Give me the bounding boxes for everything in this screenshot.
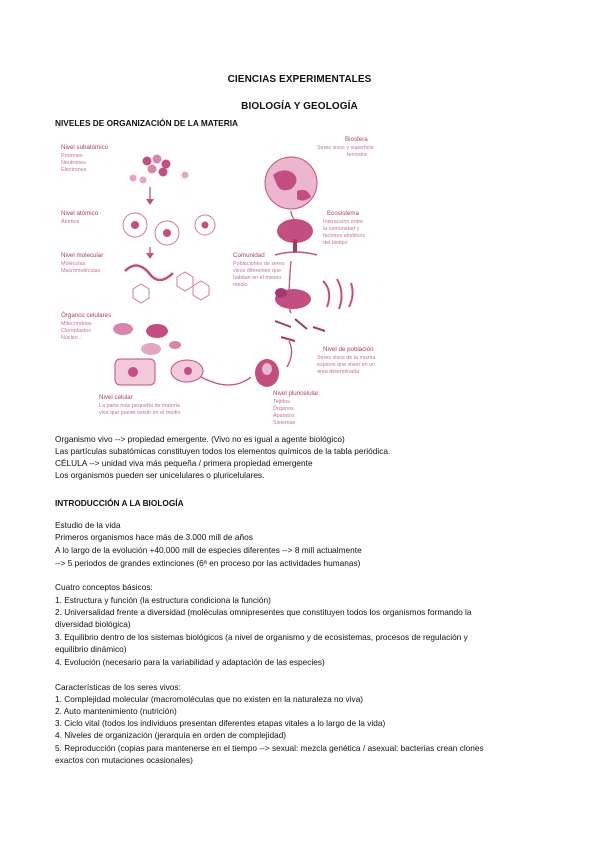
multicellular-group (255, 359, 318, 426)
biosphere-title: Biosfera (345, 136, 368, 143)
list-item: 1. Complejidad molecular (macromoléculas que no existen en la naturaleza no viva) (55, 694, 364, 704)
list-item: 5. Reproducción (copias para mantenerse en el tiempo --> sexual: mezcla genética / asexual: bacterias crean clones (55, 743, 484, 753)
subatomic-line: Protones (61, 153, 83, 159)
community-group (233, 252, 353, 309)
list-item: 4. Niveles de organización (jerarquía en orden de complejidad) (55, 730, 287, 740)
organization-levels-figure (55, 131, 390, 431)
neutron-icon (153, 155, 162, 164)
cellular-line: viva que puede existir en el medio (99, 410, 181, 416)
nucleus-icon (141, 343, 161, 355)
population-line: Seres vivos de la misma (317, 355, 376, 361)
text-line: Estudio de la vida (55, 520, 121, 530)
community-title: Comunidad (233, 252, 265, 259)
population-group (275, 319, 375, 375)
subatomic-line: Neutrones (61, 160, 86, 166)
multicellular-line: Aparatos (273, 413, 295, 419)
community-line: vivos diferentes que (233, 268, 281, 274)
arrow-icon (287, 341, 292, 367)
multicellular-line: Tejidos (273, 399, 290, 405)
section-heading-intro: INTRODUCCIÓN A LA BIOLOGÍA (55, 498, 184, 508)
biosphere-line: terrestre (347, 152, 368, 158)
community-line: Poblaciones de seres (233, 261, 285, 267)
list-item: 3. Equilibrio dentro de los sistemas biológicos (a nivel de organismo y de ecosistemas, procesos de regulación y (55, 632, 468, 642)
proton-icon (159, 168, 168, 177)
molecular-title: Nivel molecular (61, 252, 104, 259)
multicellular-title: Nivel pluricelular (273, 390, 319, 397)
list-item-continuation: equilibrio dinámico) (55, 644, 127, 654)
electron-icon (182, 172, 189, 179)
subject-title: BIOLOGÍA Y GEOLOGÍA (241, 101, 358, 112)
arrow-icon (201, 377, 251, 385)
mitochondria-icon (113, 323, 133, 335)
subatomic-group (61, 144, 189, 205)
text-line: CÉLULA --> unidad viva más pequeña / primera propiedad emergente (55, 458, 313, 468)
list-item: 4. Evolución (necesario para la variabilidad y adaptación de las especies) (55, 657, 325, 667)
list-item: 2. Auto mantenimiento (nutrición) (55, 706, 177, 716)
atomic-title: Nivel atómico (61, 210, 99, 217)
ecosystem-line: Interacción entre (323, 219, 364, 225)
text-line: Primeros organismos hace más de 3.000 mill de años (55, 532, 253, 542)
organelles-title: Órganos celulares (61, 312, 112, 319)
text-line: --> 5 periodos de grandes extinciones (6ª en proceso por las actividades humanas) (55, 558, 361, 568)
list-item: 2. Universalidad frente a diversidad (moléculas omnipresentes que constituyen todos los organismos formando la (55, 607, 472, 617)
list-item: 3. Ciclo vital (todos los individuos presentan diferentes etapas vitales a lo largo de la vida) (55, 718, 386, 728)
list-item-continuation: exactos con mutaciones ocasionales) (55, 755, 193, 765)
community-line: habitan en el mismo (233, 275, 282, 281)
ecosystem-line: la comunidad y (323, 226, 360, 232)
section-heading-niveles: NIVELES DE ORGANIZACIÓN DE LA MATERIA (55, 118, 238, 128)
molecular-line: Moléculas (61, 261, 86, 267)
cellular-title: Nivel celular (99, 394, 133, 401)
population-title: Nivel de población (323, 346, 374, 353)
chloroplast-icon (146, 324, 168, 338)
organelles-line: Mitocondrias (61, 321, 92, 327)
neutron-icon (148, 165, 157, 174)
cellular-line: La parte más pequeña de materia (99, 403, 180, 409)
electron-icon (140, 177, 147, 184)
ants-icon (275, 319, 325, 341)
community-line: medio (233, 282, 248, 288)
text-line: A lo largo de la evolución +40.000 mill de especies diferentes --> 8 mill actualmente (55, 545, 362, 555)
list-item-continuation: diversidad biológica) (55, 619, 131, 629)
list-item: 1. Estructura y función (la estructura condiciona la función) (55, 595, 271, 605)
list-title: Características de los seres vivos: (55, 682, 181, 692)
organelles-line: Núcleo... (61, 335, 83, 341)
cellular-group (99, 359, 203, 416)
organelles-line: Cloroplastos (61, 328, 91, 334)
plant-icon (323, 279, 353, 309)
biosphere-group (265, 136, 374, 209)
list-title: Cuatro conceptos básicos: (55, 582, 153, 592)
text-line: Organismo vivo --> propiedad emergente. (Vivo no es igual a agente biológico) (55, 434, 345, 444)
ecosystem-line: factores abióticos (323, 233, 365, 239)
text-line: Las partículas subatómicas constituyen todos los elementos químicos de la tabla periódica. (55, 446, 391, 456)
macromolecule-icon (125, 265, 173, 280)
organelles-group (61, 312, 181, 355)
proton-icon (143, 157, 152, 166)
electron-icon (130, 175, 137, 182)
multicellular-line: Sistemas (273, 420, 296, 426)
ecosystem-group (275, 210, 365, 255)
subatomic-title: Nivel subatómico (61, 144, 109, 151)
arrow-head-icon (146, 199, 154, 205)
population-line: especie que viven en un (317, 362, 376, 368)
ecosystem-line: del biotipo (323, 240, 348, 246)
molecular-group (61, 252, 209, 303)
molecular-line: Macromoléculas (61, 268, 101, 274)
multicellular-line: Órganos (273, 406, 294, 412)
text-line: Los organismos pueden ser unicelulares o pluricelulares. (55, 470, 265, 480)
atomic-line: Átomos (61, 219, 80, 225)
document-title: CIENCIAS EXPERIMENTALES (227, 74, 372, 85)
population-line: área determinada (317, 369, 360, 375)
arrow-head-icon (146, 253, 154, 259)
hexagon-molecule-icon (177, 272, 193, 291)
ecosystem-title: Ecosistema (327, 210, 359, 217)
biosphere-line: Seres vivos y superficie (317, 145, 374, 151)
subatomic-line: Electrones (61, 167, 87, 173)
proton-icon (162, 160, 171, 169)
